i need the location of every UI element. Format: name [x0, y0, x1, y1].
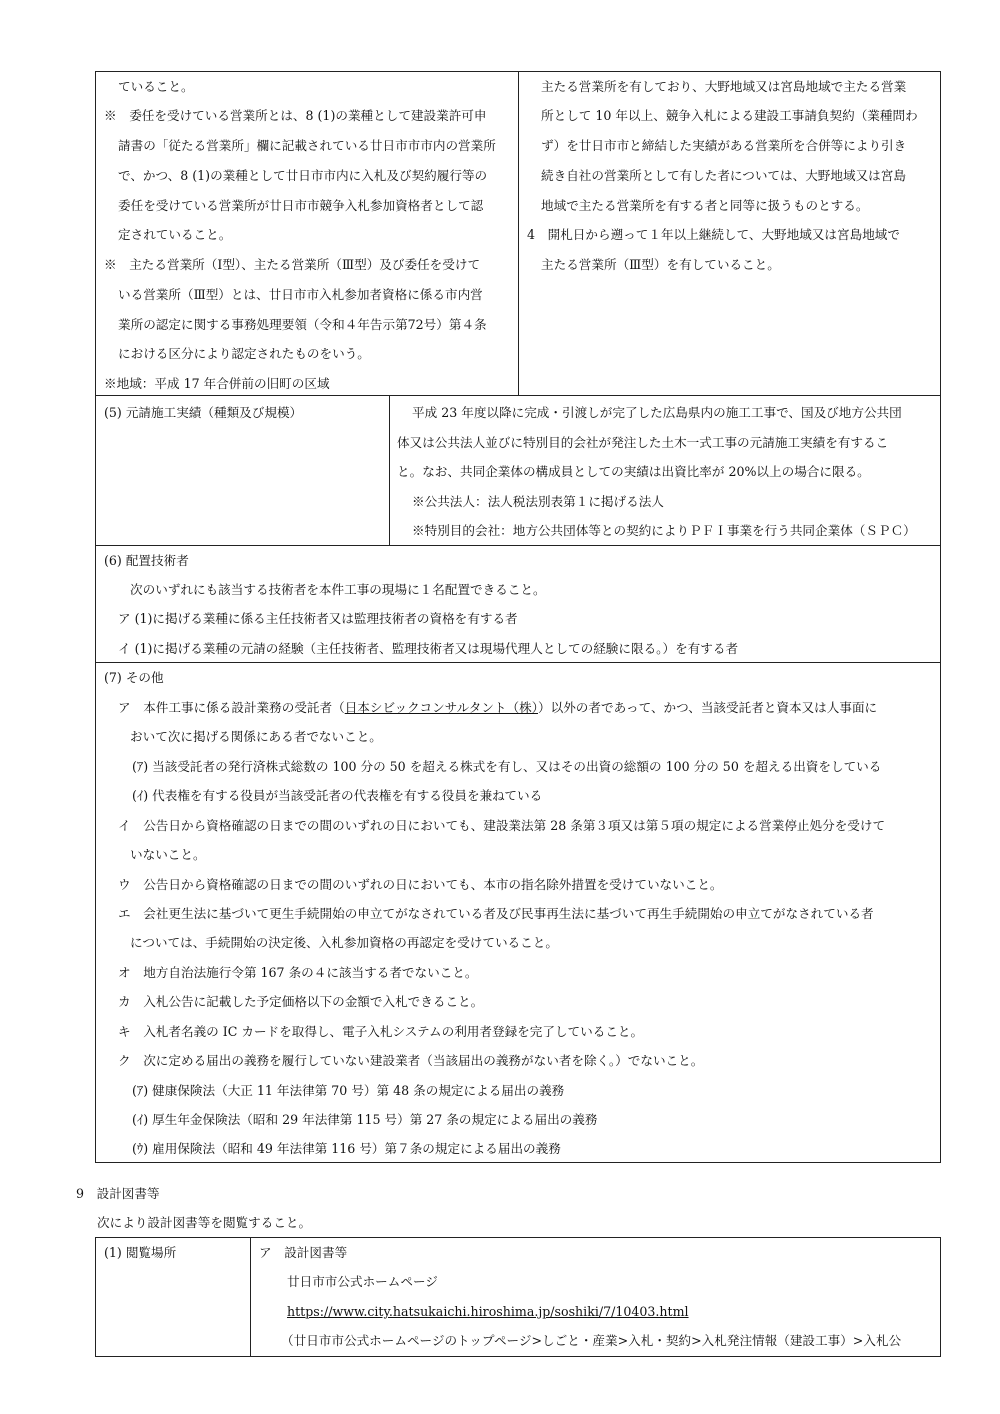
top-right-line: 4 開札日から遡って１年以上継続して、大野地域又は宮島地域で: [527, 227, 900, 242]
item5-line: ※公共法人：法人税法別表第１に掲げる法人: [412, 494, 664, 509]
item5-divider: [389, 395, 390, 545]
row-divider-7: [95, 662, 941, 663]
top-left-line: ※ 主たる営業所（Ⅰ型）、主たる営業所（Ⅲ型）及び委任を受けて: [104, 257, 481, 272]
top-left-line: 請書の「従たる営業所」欄に記載されている廿日市市市内の営業所: [118, 138, 496, 153]
item7-label: (7) その他: [104, 670, 164, 685]
top-left-line: ※ 委任を受けている営業所とは、8 (1)の業種として建設業許可申: [104, 108, 487, 123]
item7-a-prefix: ア 本件工事に係る設計業務の受託者（: [118, 700, 345, 715]
item6-line: ア (1)に掲げる業種に係る主任技術者又は監理技術者の資格を有する者: [118, 611, 518, 626]
item5-line: ※特別目的会社：地方公共団体等との契約によりＰＦＩ事業を行う共同企業体（ＳＰＣ）: [412, 523, 916, 538]
item6-line: イ (1)に掲げる業種の元請の経験（主任技術者、監理技術者又は現場代理人としての経験に限る。）を有する者: [118, 641, 739, 656]
item7-line: イ 公告日から資格確認の日までの間のいずれの日においても、建設業法第 28 条第３項又は第５項の規定による営業停止処分を受けて: [118, 818, 886, 833]
top-left-line: で、かつ、8 (1)の業種として廿日市市内に入札及び契約履行等の: [118, 168, 488, 183]
item7-line: (ｱ) 当該受託者の発行済株式総数の 100 分の 50 を超える株式を有し、又はその出資の総額の 100 分の 50 を超える出資をしている: [132, 759, 882, 774]
item7-line: (ｳ) 雇用保険法（昭和 49 年法律第 116 号）第７条の規定による届出の義務: [132, 1141, 561, 1156]
row-divider-6: [95, 545, 941, 546]
item7-line: (ｱ) 健康保険法（大正 11 年法律第 70 号）第 48 条の規定による届出の義務: [132, 1083, 565, 1098]
item7-line: (ｲ) 代表権を有する役員が当該受託者の代表権を有する役員を兼ねている: [132, 788, 543, 803]
top-left-line: 委任を受けている営業所が廿日市市競争入札参加資格者として認: [118, 198, 484, 213]
section9-heading: 9 設計図書等: [76, 1186, 160, 1201]
top-left-line: ていること。: [118, 79, 194, 94]
item7-line: カ 入札公告に記載した予定価格以下の金額で入札できること。: [118, 994, 484, 1009]
item7-line: については、手続開始の決定後、入札参加資格の再認定を受けていること。: [130, 935, 558, 950]
viewing-location-line: （廿日市市公式ホームページのトップページ>しごと・産業>入札・契約>入札発注情報（建設工事）>入札公: [281, 1333, 902, 1348]
item7-line: ク 次に定める届出の義務を履行していない建設業者（当該届出の義務がない者を除く。）でないこと。: [118, 1053, 704, 1068]
item5-line: と。なお、共同企業体の構成員としての実績は出資比率が 20%以上の場合に限る。: [397, 464, 870, 479]
viewing-location-line: 廿日市市公式ホームページ: [287, 1274, 438, 1289]
top-right-line: ず）を廿日市市と締結した実績がある営業所を合併等により引き: [541, 138, 907, 153]
section9-intro: 次により設計図書等を閲覧すること。: [97, 1215, 312, 1230]
item5-line: 体又は公共法人並びに特別目的会社が発注した土木一式工事の元請施工実績を有するこ: [397, 435, 889, 450]
item6-line: 次のいずれにも該当する技術者を本件工事の現場に１名配置できること。: [130, 582, 546, 597]
top-left-line: いる営業所（Ⅲ型）とは、廿日市市入札参加者資格に係る市内営: [118, 287, 483, 302]
item6-label: (6) 配置技術者: [104, 553, 189, 568]
item7-line: エ 会社更生法に基づいて更生手続開始の申立てがなされている者及び民事再生法に基づいて再生手続開始の申立てがなされている者: [118, 906, 874, 921]
item7-line: オ 地方自治法施行令第 167 条の４に該当する者でないこと。: [118, 965, 478, 980]
item7-line: キ 入札者名義の IC カードを取得し、電子入札システムの利用者登録を完了していること。: [118, 1024, 644, 1039]
viewing-table-divider: [250, 1237, 251, 1357]
viewing-location-line: ア 設計図書等: [259, 1245, 348, 1260]
top-right-line: 主たる営業所を有しており、大野地域又は宮島地域で主たる営業: [541, 79, 907, 94]
item7-line: おいて次に掲げる関係にある者でないこと。: [130, 729, 382, 744]
item7-line: いないこと。: [130, 847, 206, 862]
design-docs-url-link[interactable]: https://www.city.hatsukaichi.hiroshima.jp/soshiki/7/10403.html: [287, 1304, 689, 1319]
item7-line: ウ 公告日から資格確認の日までの間のいずれの日においても、本市の指名除外措置を受けていないこと。: [118, 877, 723, 892]
top-left-line: 定されていること。: [118, 227, 232, 242]
top-left-line: 業所の認定に関する事務処理要領（令和４年告示第72号）第４条: [118, 317, 487, 332]
top-right-line: 主たる営業所（Ⅲ型）を有していること。: [541, 257, 780, 272]
item7-line: (ｲ) 厚生年金保険法（昭和 29 年法律第 115 号）第 27 条の規定による届出の義務: [132, 1112, 598, 1127]
top-right-line: 地域で主たる営業所を有する者と同等に扱うものとする。: [541, 198, 869, 213]
top-right-line: 続き自社の営業所として有した者については、大野地域又は宮島: [541, 168, 906, 183]
top-block-divider: [518, 71, 519, 395]
top-right-line: 所として 10 年以上、競争入札による建設工事請負契約（業種問わ: [541, 108, 918, 123]
item5-line: 平成 23 年度以降に完成・引渡しが完了した広島県内の施工工事で、国及び地方公共団: [412, 405, 902, 420]
item5-label: (5) 元請施工実績（種類及び規模）: [104, 405, 303, 420]
top-left-line: ※地域：平成 17 年合併前の旧町の区域: [104, 376, 330, 391]
viewing-location-label: (1) 閲覧場所: [104, 1245, 177, 1260]
item7-line: [118, 700, 877, 716]
row-divider-5: [95, 395, 941, 396]
top-left-line: における区分により認定されたものをいう。: [118, 346, 370, 361]
item7-a-suffix: ）以外の者であって、かつ、当該受託者と資本又は人事面に: [538, 700, 878, 715]
consultant-name: 日本シビックコンサルタント（株）: [344, 700, 538, 715]
